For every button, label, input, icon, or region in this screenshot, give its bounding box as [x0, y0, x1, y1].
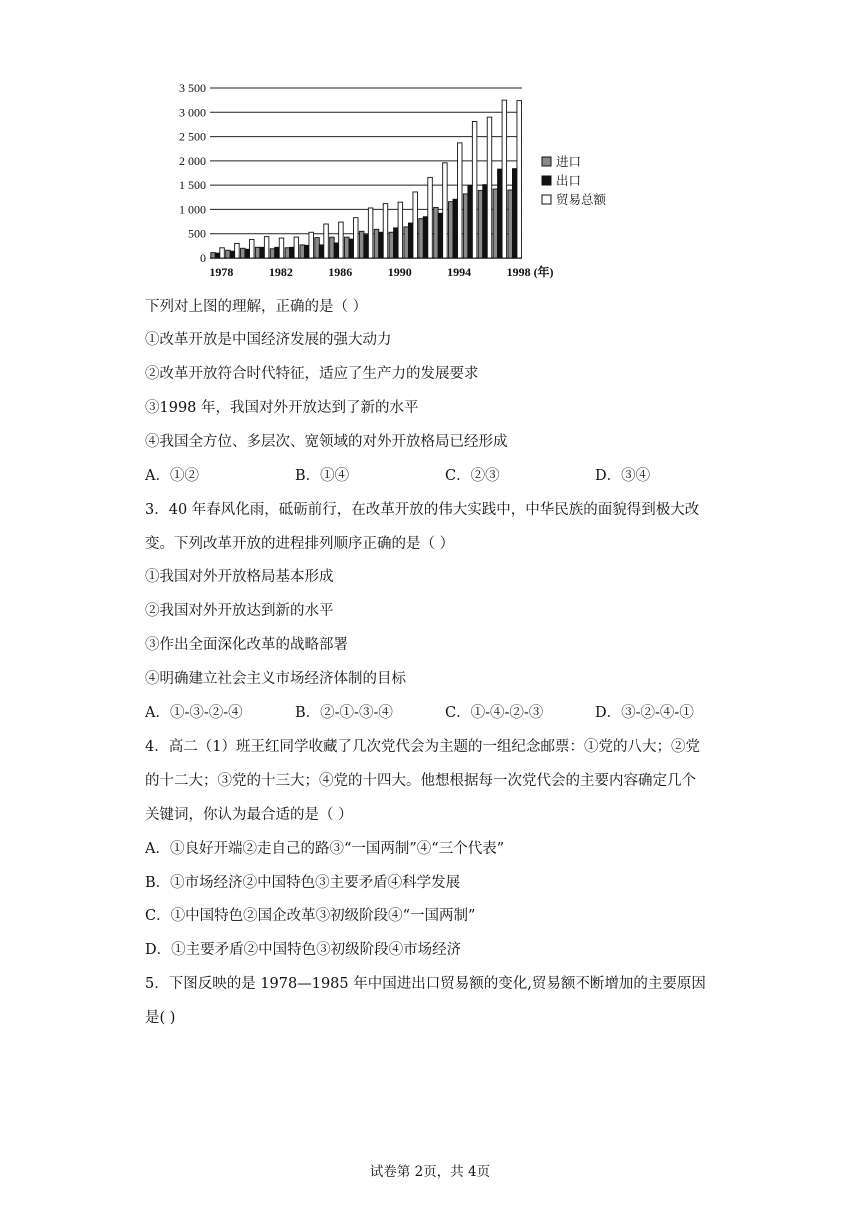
y-tick-label: 0	[200, 251, 206, 265]
bar	[304, 245, 309, 258]
legend-swatch	[542, 176, 551, 185]
y-tick-label: 500	[188, 226, 206, 241]
bar	[211, 253, 216, 258]
bar	[368, 208, 373, 258]
q4-stem-line3: 关键词，你认为最合适的是（ ）	[145, 807, 353, 823]
x-tick-label: 1990	[387, 265, 412, 279]
bar	[468, 186, 473, 258]
q4-stem-line2: 的十二大；③党的十三大；④党的十四大。他想根据每一次党代会的主要内容确定几个	[145, 773, 696, 789]
bar	[419, 219, 424, 258]
q3-option-d[interactable]: D．③-②-④-①	[595, 705, 694, 721]
bar	[330, 237, 335, 258]
q2-item-3: ③1998 年，我国对外开放达到了新的水平	[145, 400, 419, 416]
bar	[275, 247, 280, 258]
bar	[478, 190, 483, 258]
bar	[512, 169, 517, 258]
q5-stem-line1: 5．下图反映的是 1978—1985 年中国进出口贸易额的变化,贸易额不断增加的主要原因	[145, 976, 706, 992]
bar	[241, 248, 246, 258]
bar	[443, 163, 448, 258]
bar	[324, 224, 329, 258]
bar	[349, 239, 354, 258]
bar	[315, 238, 320, 258]
q3-option-a[interactable]: A．①-③-②-④	[145, 705, 243, 721]
x-tick-label: 1978	[209, 265, 234, 279]
bar	[215, 253, 220, 258]
q2-option-c[interactable]: C．②③	[445, 468, 500, 484]
x-tick-label: 1982	[268, 265, 293, 279]
y-tick-label: 1 000	[179, 202, 206, 217]
bar	[472, 122, 477, 258]
q2-stem: 下列对上图的理解，正确的是（ ）	[145, 299, 368, 315]
x-tick-label: 1998 (年)	[506, 265, 554, 279]
bar	[413, 192, 418, 258]
q3-option-c[interactable]: C．①-④-②-③	[445, 705, 544, 721]
legend-label: 贸易总额	[556, 193, 607, 207]
bar	[309, 232, 314, 258]
y-tick-label: 1 500	[179, 178, 206, 193]
bar	[487, 117, 492, 258]
bar	[404, 227, 409, 258]
bar	[458, 143, 463, 258]
bar	[255, 247, 260, 258]
q2-item-4: ④我国全方位、多层次、宽领域的对外开放格局已经形成	[145, 434, 508, 450]
bar	[279, 238, 284, 258]
bar	[398, 202, 403, 258]
bar	[250, 240, 255, 258]
page-footer: 试卷第 2页，共 4页	[369, 1164, 491, 1180]
q3-stem-line2: 变。下列改革开放的进程排列顺序正确的是（ ）	[145, 536, 455, 552]
legend-label: 进口	[556, 155, 582, 169]
legend-label: 出口	[556, 174, 582, 188]
bar	[423, 217, 428, 258]
bar	[389, 232, 394, 258]
bar	[270, 249, 275, 258]
bar	[294, 237, 299, 258]
bar	[334, 243, 339, 258]
bar	[434, 207, 439, 258]
q4-option-d[interactable]: D．①主要矛盾②中国特色③初级阶段④市场经济	[145, 942, 462, 958]
y-tick-label: 2 500	[179, 129, 206, 144]
bar	[483, 185, 488, 258]
q2-item-2: ②改革开放符合时代特征，适应了生产力的发展要求	[145, 366, 479, 382]
q3-options	[145, 703, 785, 723]
trade-bar-chart	[150, 72, 670, 282]
bar	[449, 202, 454, 258]
q2-options	[145, 466, 785, 486]
x-tick-label: 1986	[328, 265, 353, 279]
q2-option-b[interactable]: B．①④	[295, 468, 350, 484]
bar	[264, 237, 269, 258]
bar	[428, 177, 433, 258]
bar	[359, 231, 364, 258]
q4-option-b[interactable]: B．①市场经济②中国特色③主要矛盾④科学发展	[145, 875, 461, 891]
q3-item-4: ④明确建立社会主义市场经济体制的目标	[145, 671, 406, 687]
bar	[498, 169, 503, 258]
q2-option-a[interactable]: A．①②	[145, 468, 199, 484]
bar	[517, 101, 522, 258]
bar	[408, 223, 413, 258]
q3-option-b[interactable]: B．②-①-③-④	[295, 705, 393, 721]
bar	[383, 204, 388, 258]
q4-option-a[interactable]: A．①良好开端②走自己的路③“一国两制”④“三个代表”	[145, 841, 505, 857]
q3-stem-line1: 3．40 年春风化雨，砥砺前行，在改革开放的伟大实践中，中华民族的面貌得到极大改	[145, 502, 700, 518]
bar	[226, 250, 231, 258]
bar	[220, 248, 225, 258]
q5-stem-line2: 是( )	[145, 1010, 176, 1026]
bar	[285, 248, 290, 258]
legend-swatch	[542, 195, 551, 204]
bar	[230, 251, 235, 258]
bar	[508, 190, 513, 258]
bar	[463, 194, 468, 258]
y-tick-label: 3 000	[179, 105, 206, 120]
y-tick-label: 2 000	[179, 153, 206, 168]
bar	[394, 228, 399, 258]
q4-option-c[interactable]: C．①中国特色②国企改革③初级阶段④“一国两制”	[145, 908, 476, 924]
bar	[453, 199, 458, 258]
bar	[438, 213, 443, 258]
bar	[502, 100, 507, 258]
q2-item-1: ①改革开放是中国经济发展的强大动力	[145, 332, 392, 348]
y-tick-label: 3 500	[179, 81, 206, 95]
bar	[354, 218, 359, 258]
bar	[245, 249, 250, 258]
q2-option-d[interactable]: D．③④	[595, 468, 651, 484]
q3-item-2: ②我国对外开放达到新的水平	[145, 603, 334, 619]
q4-stem-line1: 4．高二（1）班王红同学收藏了几次党代会为主题的一组纪念邮票：①党的八大；②党	[145, 739, 700, 755]
bar	[345, 237, 350, 258]
bar	[290, 247, 295, 258]
q3-item-1: ①我国对外开放格局基本形成	[145, 569, 334, 585]
bar	[379, 232, 384, 258]
bar	[364, 235, 369, 258]
bar	[493, 189, 498, 258]
bar	[319, 245, 324, 258]
bar	[235, 243, 240, 258]
q3-item-3: ③作出全面深化改革的战略部署	[145, 637, 348, 653]
legend-swatch	[542, 157, 551, 166]
x-tick-label: 1994	[447, 265, 472, 279]
bar	[339, 222, 344, 258]
bar	[260, 247, 265, 258]
bar	[300, 245, 305, 258]
bar	[374, 229, 379, 258]
